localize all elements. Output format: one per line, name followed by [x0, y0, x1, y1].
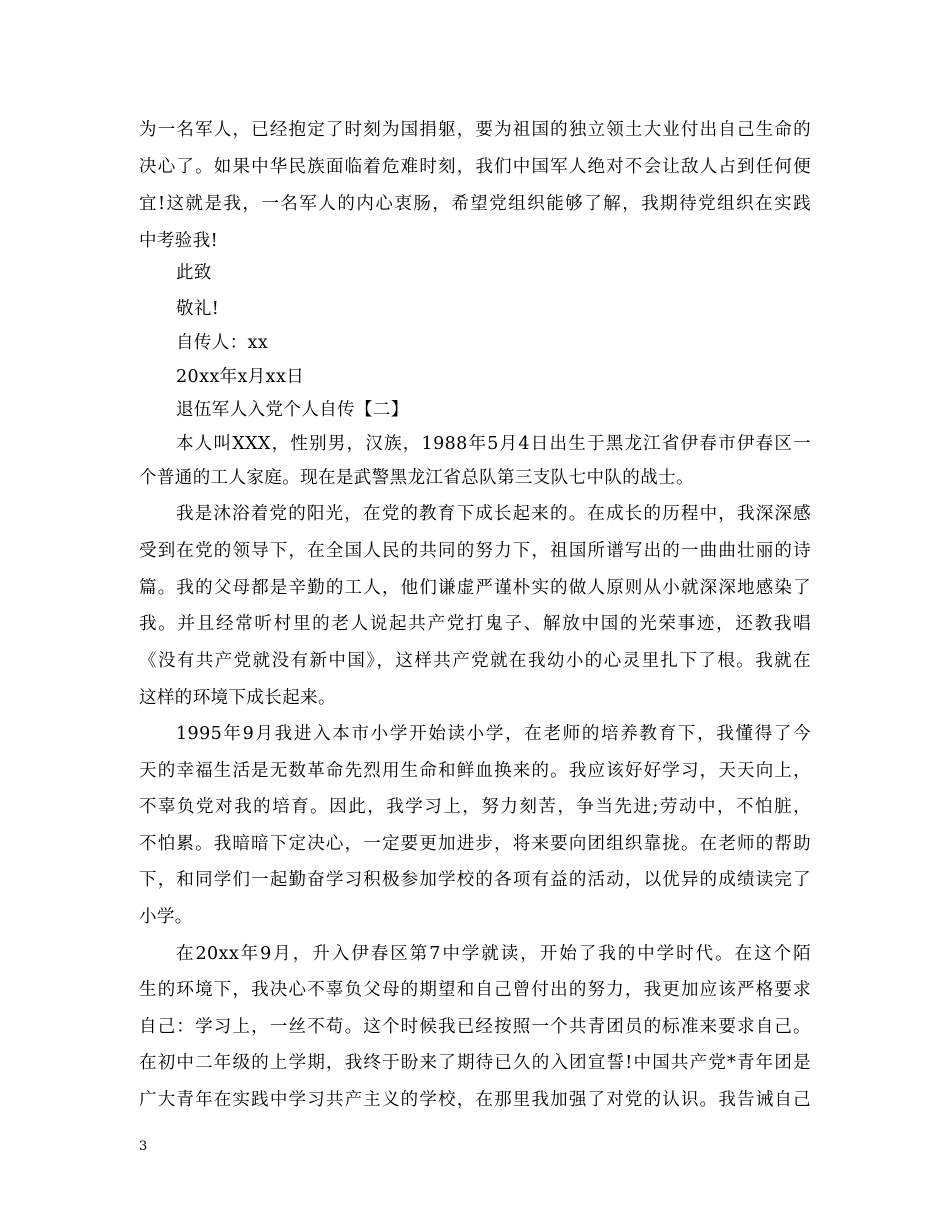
text-line: 宜!这就是我，一名军人的内心衷肠，希望党组织能够了解，我期待党组织在实践 — [139, 194, 811, 214]
text-line: 广大青年在实践中学习共产主义的学校，在那里我加强了对党的认识。我告诫自己 — [139, 1090, 811, 1110]
text-line: 1995年9月我进入本市小学开始读小学，在老师的培养教育下，我懂得了今 — [176, 724, 811, 744]
text-line: 小学。 — [139, 907, 193, 927]
text-line: 《没有共产党就没有新中国》，这样共产党就在我幼小的心灵里扎下了根。我就在 — [139, 651, 811, 671]
text-line: 本人叫XXX，性别男，汉族，1988年5月4日出生于黑龙江省伊春市伊春区一 — [176, 434, 811, 454]
text-line: 我是沐浴着党的阳光，在党的教育下成长起来的。在成长的历程中，我深深感 — [176, 504, 811, 524]
section-heading: 退伍军人入党个人自传【二】 — [176, 400, 409, 420]
text-line: 自己：学习上，一丝不苟。这个时候我已经按照一个共青团员的标准来要求自己。 — [139, 1017, 811, 1037]
text-line: 不辜负党对我的培育。因此，我学习上，努力刻苦，争当先进;劳动中，不怕脏， — [139, 797, 811, 817]
text-line: 我。并且经常听村里的老人说起共产党打鬼子、解放中国的光荣事迹，还教我唱 — [139, 614, 811, 634]
text-line: 下，和同学们一起勤奋学习积极参加学校的各项有益的活动，以优异的成绩读完了 — [139, 870, 811, 890]
closing-regards: 敬礼! — [176, 299, 220, 319]
text-line: 决心了。如果中华民族面临着危难时刻，我们中国军人绝对不会让敌人占到任何便 — [139, 157, 811, 177]
text-line: 天的幸福生活是无数革命先烈用生命和鲜血换来的。我应该好好学习，天天向上， — [139, 761, 811, 781]
signature-date: 20xx年x月xx日 — [176, 367, 305, 387]
text-line: 受到在党的领导下，在全国人民的共同的努力下，祖国所谱写出的一曲曲壮丽的诗 — [139, 541, 811, 561]
text-line: 个普通的工人家庭。现在是武警黑龙江省总队第三支队七中队的战士。 — [139, 468, 694, 488]
author-signature: 自传人：xx — [176, 333, 269, 353]
text-line: 在20xx年9月，升入伊春区第7中学就读，开始了我的中学时代。在这个陌 — [176, 944, 811, 964]
text-line: 在初中二年级的上学期，我终于盼来了期待已久的入团宣誓!中国共产党*青年团是 — [139, 1053, 811, 1073]
text-line: 不怕累。我暗暗下定决心，一定要更加进步，将来要向团组织靠拢。在老师的帮助 — [139, 834, 811, 854]
text-line: 为一名军人，已经抱定了时刻为国捐躯，要为祖国的独立领土大业付出自己生命的 — [139, 120, 811, 140]
text-line: 篇。我的父母都是辛勤的工人，他们谦虚严谨朴实的做人原则从小就深深地感染了 — [139, 578, 811, 598]
text-line: 中考验我! — [139, 231, 219, 251]
text-line: 生的环境下，我决心不辜负父母的期望和自己曾付出的努力，我更加应该严格要求 — [139, 980, 811, 1000]
text-line: 这样的环境下成长起来。 — [139, 688, 336, 708]
closing-salutation: 此致 — [176, 263, 212, 283]
page-number: 3 — [139, 1139, 148, 1154]
